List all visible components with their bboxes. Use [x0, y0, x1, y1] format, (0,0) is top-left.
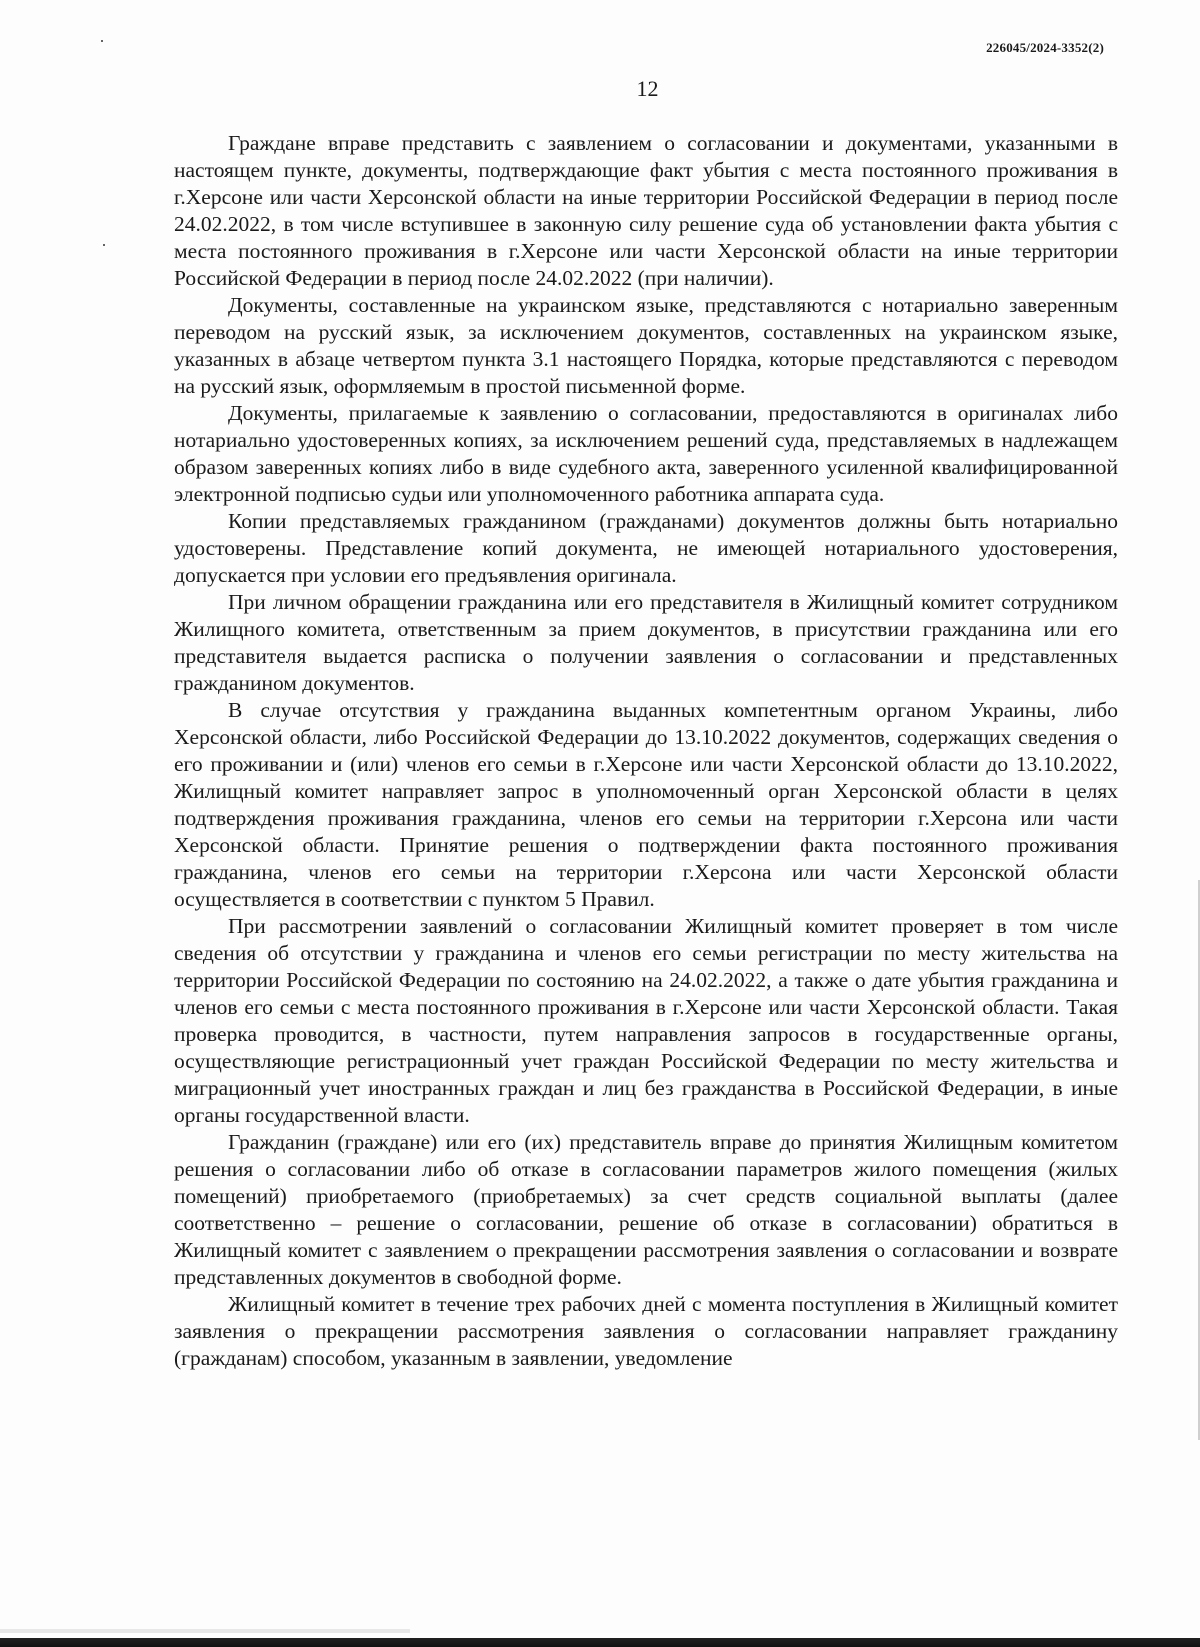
- paragraph: Документы, составленные на украинском языке, представляются с нотариально заверенным переводом на русский язык, за исключением документов, составленных на украинском языке, указанных в абзаце четвертом пункта 3.1 настоящего Порядка, которые представляются с переводом на русский язык, оформляемым в простой письменной форме.: [174, 293, 1118, 398]
- scan-artifact-dot: [103, 244, 105, 246]
- paragraph: В случае отсутствия у гражданина выданных компетентным органом Украины, либо Херсонской области, либо Российской Федерации до 13.10.2022 документов, содержащих сведения о его проживании и (или) членов его семьи в г.Херсоне или части Херсонской области до 13.10.2022, Жилищный комитет направляет запрос в уполномоченный орган Херсонской области в целях подтверждения проживания гражданина, членов его семьи на территории г.Херсона или части Херсонской области. Принятие решения о подтверждении факта постоянного проживания гражданина, членов его семьи на территории г.Херсона или части Херсонской области осуществляется в соответствии с пунктом 5 Правил.: [174, 698, 1118, 911]
- scan-artifact-dot: [101, 40, 103, 42]
- page-number: 12: [636, 76, 659, 101]
- paragraph: Гражданин (граждане) или его (их) представитель вправе до принятия Жилищным комитетом решения о согласовании либо об отказе в согласовании параметров жилого помещения (жилых помещений) приобретаемого (приобретаемых) за счет средств социальной выплаты (далее соответственно – решение о согласовании, решение об отказе в согласовании) обратиться в Жилищный комитет с заявлением о прекращении рассмотрения заявления о согласовании и возврате представленных документов в свободной форме.: [174, 1130, 1118, 1289]
- document-body: [174, 130, 1118, 1372]
- paragraph: При личном обращении гражданина или его представителя в Жилищный комитет сотрудником Жилищного комитета, ответственным за прием документов, в присутствии гражданина или его представителя выдается расписка о получении заявления о согласовании и представленных гражданином документов.: [174, 590, 1118, 695]
- paragraph: Граждане вправе представить с заявлением о согласовании и документами, указанными в настоящем пункте, документы, подтверждающие факт убытия с места постоянного проживания в г.Херсоне или части Херсонской области на иные территории Российской Федерации в период после 24.02.2022, в том числе вступившее в законную силу решение суда об установлении факта убытия с места постоянного проживания в г.Херсоне или части Херсонской области на иные территории Российской Федерации в период после 24.02.2022 (при наличии).: [174, 131, 1118, 290]
- paragraph: Копии представляемых гражданином (гражданами) документов должны быть нотариально удостоверены. Представление копий документа, не имеющей нотариального удостоверения, допускается при условии его предъявления оригинала.: [174, 509, 1118, 587]
- paragraph: При рассмотрении заявлений о согласовании Жилищный комитет проверяет в том числе сведения об отсутствии у гражданина и членов его семьи регистрации по месту жительства на территории Российской Федерации по состоянию на 24.02.2022, а также о дате убытия гражданина и членов его семьи с места постоянного проживания в г.Херсоне или части Херсонской области. Такая проверка проводится, в частности, путем направления запросов в государственные органы, осуществляющие регистрационный учет граждан Российской Федерации по месту жительства и миграционный учет иностранных граждан и лиц без гражданства в Российской Федерации, в иные органы государственной власти.: [174, 914, 1118, 1127]
- scan-bottom-edge: [0, 1633, 1200, 1647]
- document-number: 226045/2024-3352(2): [986, 40, 1104, 55]
- paragraph: Жилищный комитет в течение трех рабочих дней с момента поступления в Жилищный комитет заявления о прекращении рассмотрения заявления о согласовании направляет гражданину (гражданам) способом, указанным в заявлении, уведомление: [174, 1292, 1118, 1370]
- paragraph: Документы, прилагаемые к заявлению о согласовании, предоставляются в оригиналах либо нотариально удостоверенных копиях, за исключением решений суда, представляемых в надлежащем образом заверенных копиях либо в виде судебного акта, заверенного усиленной квалифицированной электронной подписью судьи или уполномоченного работника аппарата суда.: [174, 401, 1118, 506]
